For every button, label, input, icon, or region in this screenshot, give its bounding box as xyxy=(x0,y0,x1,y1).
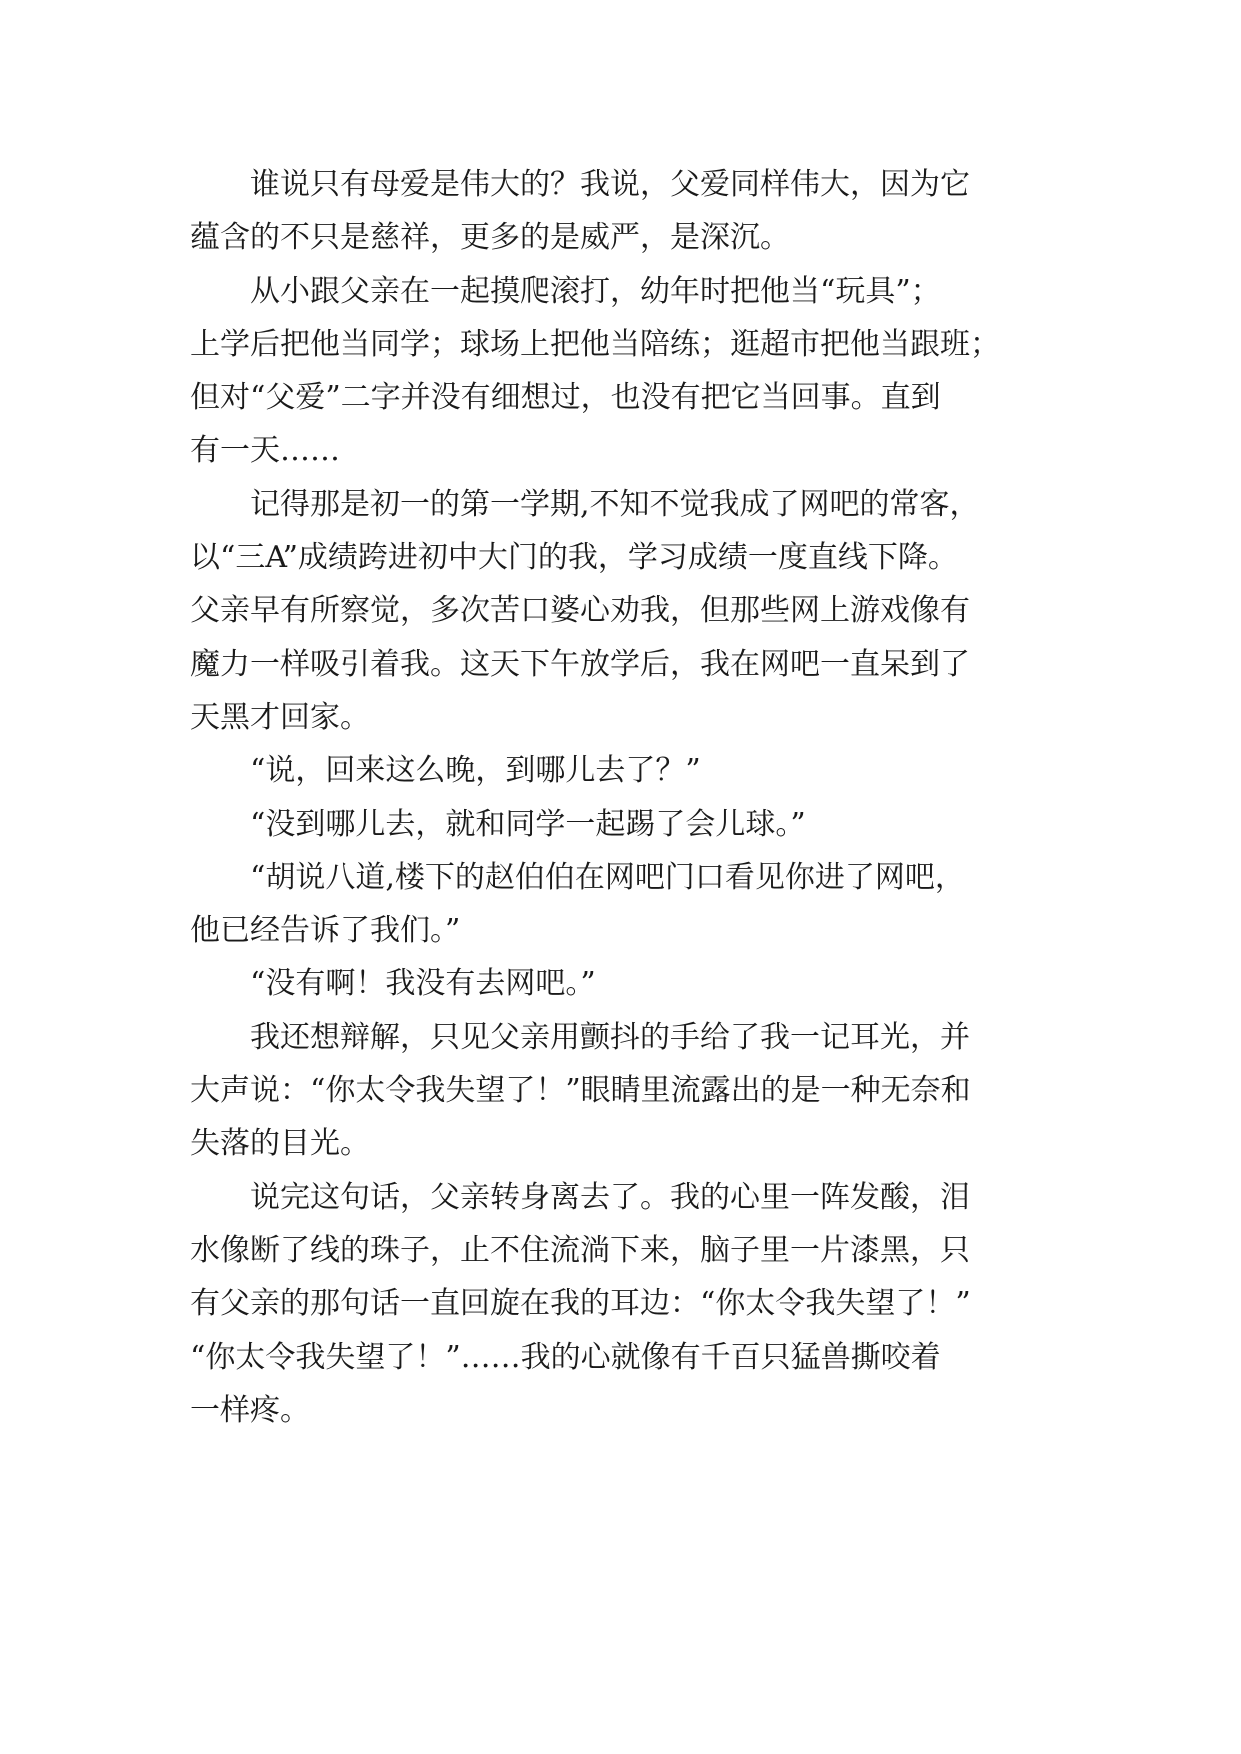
text-line: “没有啊！我没有去网吧。” xyxy=(250,966,596,1002)
text-line: 魔力一样吸引着我。这天下午放学后，我在网吧一直呆到了 xyxy=(190,646,970,682)
text-line: 我还想辩解，只见父亲用颤抖的手给了我一记耳光，并 xyxy=(250,1019,970,1055)
text-line: 从小跟父亲在一起摸爬滚打，幼年时把他当“玩具”； xyxy=(250,273,941,309)
text-line: 说完这句话，父亲转身离去了。我的心里一阵发酸，泪 xyxy=(250,1179,970,1215)
text-line: 有父亲的那句话一直回旋在我的耳边：“你太令我失望了！” xyxy=(190,1286,971,1322)
text-line: 以“三A”成绩跨进初中大门的我，学习成绩一度直线下降。 xyxy=(190,540,958,576)
text-line: 有一天…… xyxy=(190,433,340,469)
text-line: 大声说：“你太令我失望了！”眼睛里流露出的是一种无奈和 xyxy=(190,1073,971,1109)
essay-body xyxy=(190,158,1060,1437)
text-line: 失落的目光。 xyxy=(190,1126,370,1162)
text-line: 他已经告诉了我们。” xyxy=(190,913,461,949)
text-line: “没到哪儿去，就和同学一起踢了会儿球。” xyxy=(250,806,806,842)
text-line: 一样疼。 xyxy=(190,1392,310,1428)
text-line: 水像断了线的珠子，止不住流淌下来，脑子里一片漆黑，只 xyxy=(190,1232,970,1268)
text-line: 谁说只有母爱是伟大的？我说，父爱同样伟大，因为它 xyxy=(250,167,970,202)
text-line: “胡说八道,楼下的赵伯伯在网吧门口看见你进了网吧， xyxy=(250,859,965,895)
text-line: “你太令我失望了！”……我的心就像有千百只猛兽撕咬着 xyxy=(190,1339,941,1375)
text-line: 天黑才回家。 xyxy=(190,699,370,735)
text-line: 但对“父爱”二字并没有细想过，也没有把它当回事。直到 xyxy=(190,380,941,416)
text-line: 上学后把他当同学；球场上把他当陪练；逛超市把他当跟班； xyxy=(190,326,1000,362)
text-line: 父亲早有所察觉，多次苦口婆心劝我，但那些网上游戏像有 xyxy=(190,593,970,629)
text-line: 蕴含的不只是慈祥，更多的是威严，是深沉。 xyxy=(190,220,790,256)
text-line: “说，回来这么晚，到哪儿去了？” xyxy=(250,753,701,789)
text-line: 记得那是初一的第一学期,不知不觉我成了网吧的常客， xyxy=(250,486,980,522)
